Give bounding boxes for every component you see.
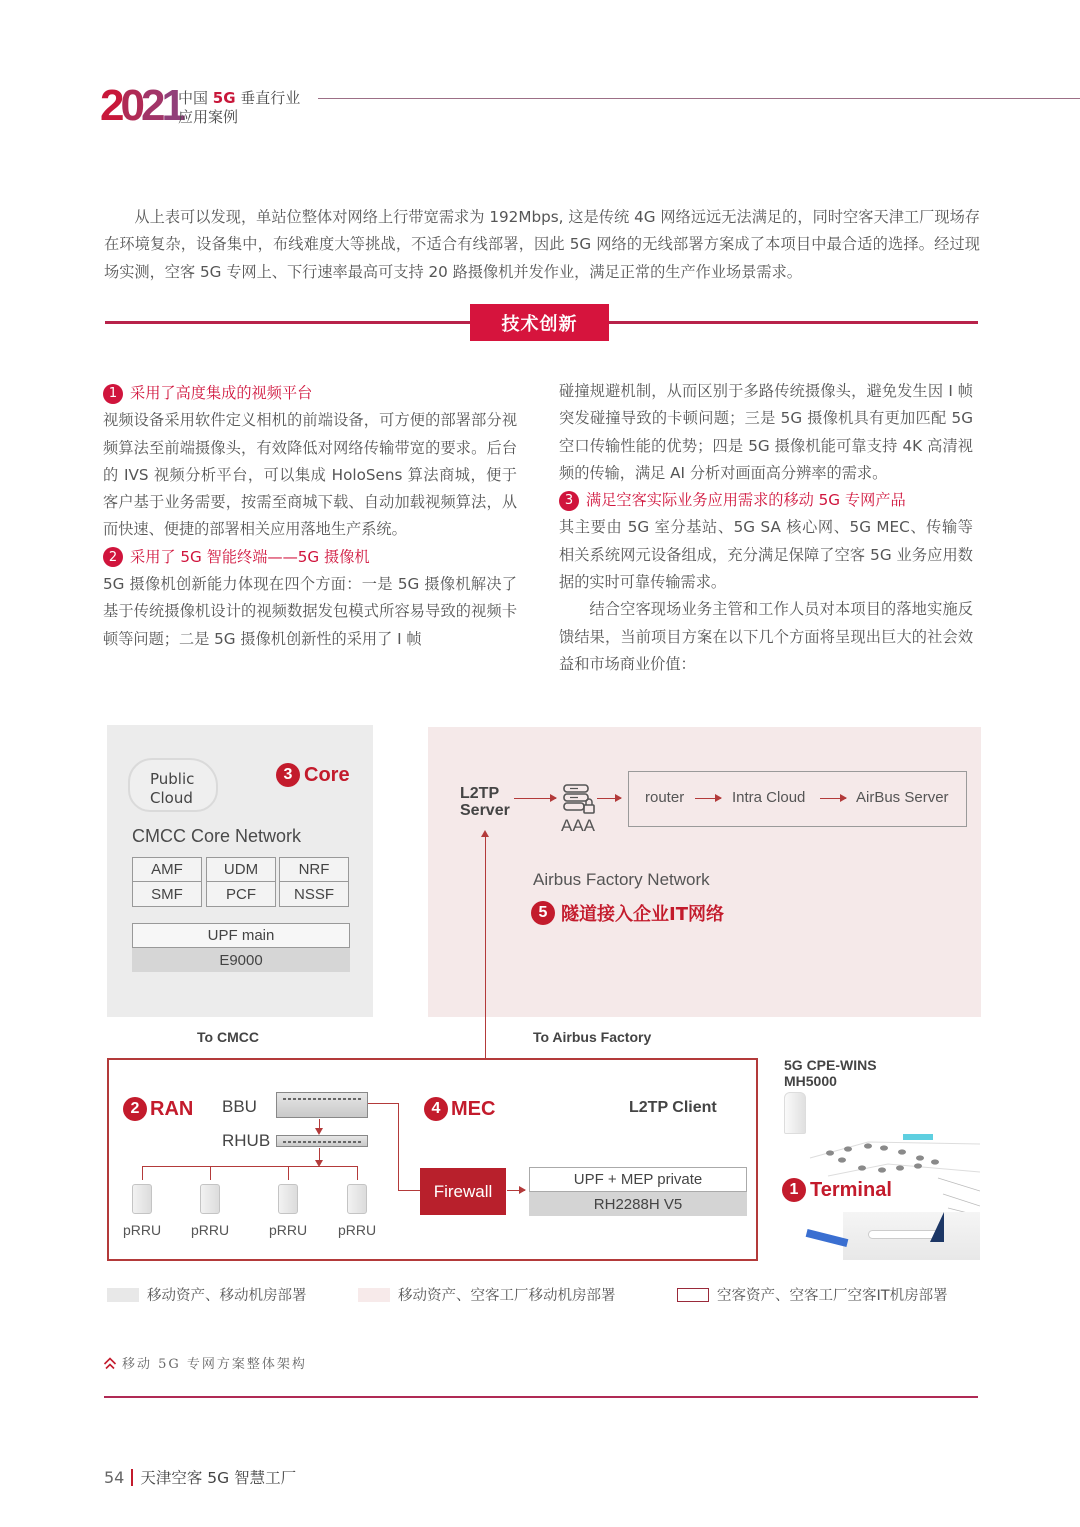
innovation-body-3: 其主要由 5G 室分基站、5G SA 核心网、5G MEC、传输等相关系统网元设备组成，充分满足保障了空客 5G 业务应用数据的实时可靠传输需求。: [559, 518, 973, 592]
prru-device-icon: [347, 1184, 367, 1214]
year-logo: [100, 81, 182, 130]
section-line-left: [105, 321, 471, 324]
number-badge: 1: [782, 1178, 806, 1202]
figure-caption: [103, 1353, 307, 1372]
number-badge: 3: [276, 763, 300, 787]
innovation-heading-1: [103, 380, 517, 407]
route-airbus-server: AirBus Server: [856, 789, 949, 806]
innovation-heading-2: [103, 544, 517, 571]
aircraft-tail-icon: [930, 1212, 944, 1242]
heading-text: 采用了高度集成的视频平台: [130, 384, 313, 402]
year-digit: 0: [120, 81, 141, 130]
year-digit: 1: [161, 81, 182, 130]
arrow-icon: [820, 798, 846, 799]
prru-label: pRRU: [338, 1222, 377, 1238]
cpe-model: MH5000: [784, 1073, 837, 1089]
rhub-label: RHUB: [222, 1131, 271, 1150]
legend-item-airbus: [677, 1284, 948, 1305]
number-badge: 1: [103, 384, 123, 404]
l2tp-label: L2TP: [460, 785, 500, 802]
year-digit: 2: [140, 81, 162, 130]
publication-title: [178, 89, 300, 127]
chevron-up-icon: [103, 1356, 117, 1370]
legend-swatch: [107, 1288, 139, 1302]
title-suffix: 垂直行业: [235, 89, 301, 107]
network-function: AMF: [133, 858, 201, 882]
legend-label: 移动资产、空客工厂移动机房部署: [398, 1288, 616, 1304]
nf-group: [132, 857, 202, 907]
number-badge: 5: [531, 901, 555, 925]
header-divider: [318, 98, 1080, 99]
link-line: [398, 1103, 399, 1190]
title-line2: 应用案例: [178, 108, 239, 126]
route-intra-cloud: Intra Cloud: [732, 789, 806, 806]
floor-tag: [806, 1229, 849, 1247]
l2tp-label: Server: [460, 802, 510, 819]
rhub-device-icon: [276, 1135, 368, 1147]
title-highlight: 5G: [212, 89, 236, 107]
core-network-title: CMCC Core Network: [132, 826, 302, 846]
nf-group: [206, 857, 276, 907]
tag-text: Terminal: [810, 1178, 892, 1201]
right-column: [559, 378, 973, 678]
page-footer: [104, 1466, 296, 1488]
footer-bar: [131, 1469, 133, 1486]
airbus-network-title: Airbus Factory Network: [533, 870, 710, 889]
arrow-icon: [597, 798, 621, 799]
legend-item-mobile: [107, 1284, 307, 1305]
cloud-label: Public: [150, 770, 195, 788]
ceiling-cameras-icon: [808, 1136, 980, 1216]
tag-text: MEC: [451, 1097, 496, 1120]
bbu-label: BBU: [222, 1097, 257, 1116]
footer-title: 天津空客 5G 智慧工厂: [140, 1469, 297, 1487]
prru-device-icon: [278, 1184, 298, 1214]
link-line: [357, 1166, 358, 1180]
upf-private: UPF + MEP private: [529, 1167, 747, 1192]
number-badge: 2: [123, 1097, 147, 1121]
server-model: RH2288H V5: [529, 1192, 747, 1216]
link-line: [210, 1166, 211, 1180]
number-badge: 4: [424, 1097, 448, 1121]
route-router: router: [645, 789, 685, 806]
link-line: [288, 1166, 289, 1180]
tag-text: Core: [304, 763, 350, 786]
intro-paragraph: [104, 204, 980, 286]
link-line: [368, 1103, 398, 1104]
arrow-icon: [507, 1190, 525, 1191]
link-line: [398, 1190, 420, 1191]
nf-group: [279, 857, 349, 907]
network-function: SMF: [151, 885, 183, 903]
footer-divider: [104, 1396, 978, 1398]
network-function: PCF: [226, 885, 256, 903]
upf-main: UPF main: [132, 923, 350, 948]
title-prefix: 中国: [178, 89, 213, 107]
uplink-line: [485, 834, 486, 1059]
innovation-body-1: 视频设备采用软件定义相机的前端设备，可方便的部署部分视频算法至前端摄像头，有效降低对网络传输带宽的要求。后台的 IVS 视频分析平台，可以集成 HoloSens 算法商城，便于客户基于业务需要，按需至商城下载、自动加载视频算法，从而快速、便捷的部署相关应用落地生产系统。: [103, 411, 517, 539]
to-airbus-label: To Airbus Factory: [533, 1029, 652, 1045]
cloud-label: Cloud: [150, 789, 193, 807]
prru-bus-line: [142, 1166, 358, 1167]
bbu-device-icon: [276, 1092, 368, 1118]
aaa-server-icon: [562, 783, 596, 815]
terminal-tag: [782, 1178, 892, 1202]
firewall-block: Firewall: [420, 1168, 506, 1215]
arrow-icon: [514, 798, 556, 799]
link-line: [142, 1166, 143, 1180]
number-badge: 2: [103, 547, 123, 567]
year-digit: 2: [100, 81, 121, 130]
arrow-up-icon: [481, 830, 489, 837]
prru-device-icon: [200, 1184, 220, 1214]
network-function: NSSF: [293, 885, 334, 903]
cpe-label: [784, 1057, 877, 1089]
legend-swatch: [677, 1288, 709, 1302]
network-function: NRF: [280, 858, 348, 882]
tag-text: RAN: [150, 1097, 194, 1120]
cpe-name: 5G CPE-WINS: [784, 1057, 877, 1073]
number-badge: 3: [559, 491, 579, 511]
legend-swatch: [358, 1288, 390, 1302]
prru-label: pRRU: [269, 1222, 308, 1238]
public-cloud: [128, 758, 218, 812]
arrow-icon: [695, 798, 721, 799]
aaa-label: AAA: [561, 816, 596, 835]
mec-tag: [424, 1097, 495, 1121]
legend-item-mobile-airbus: [358, 1284, 616, 1305]
arrow-down-icon: [315, 1128, 323, 1135]
left-column: [103, 380, 517, 653]
page-number: 54: [104, 1467, 125, 1487]
core-tag: [276, 763, 350, 787]
upf-model: E9000: [132, 948, 350, 972]
ceiling-mount-tag: [903, 1134, 933, 1140]
l2tp-client-label: L2TP Client: [629, 1099, 717, 1116]
caption-text: 移动 5G 专网方案整体架构: [122, 1357, 307, 1372]
heading-text: 满足空客实际业务应用需求的移动 5G 专网产品: [586, 491, 906, 510]
legend-label: 空客资产、空客工厂空客IT机房部署: [717, 1288, 948, 1304]
network-function: UDM: [207, 858, 275, 882]
legend-label: 移动资产、移动机房部署: [147, 1288, 307, 1304]
closing-paragraph: 结合空客现场业务主管和工作人员对本项目的落地实施反馈结果，当前项目方案在以下几个方面将呈现出巨大的社会效益和市场商业价值：: [559, 600, 973, 673]
intro-text: 从上表可以发现，单站位整体对网络上行带宽需求为 192Mbps, 这是传统 4G 网络远远无法满足的，同时空客天津工厂现场存在环境复杂，设备集中，布线难度大等挑战，不适合有线部署，因此 5G 网络的无线部署方案成了本项目中最合适的选择。经过现场实测，空客 5G 专网上、下行速率最高可支持 20 路摄像机并发作业，满足正常的生产作业场景需求。: [104, 208, 980, 281]
innovation-body-2a: 5G 摄像机创新能力体现在四个方面：一是 5G 摄像机解决了基于传统摄像机设计的视频数据发包模式所容易导致的视频卡顿等问题；二是 5G 摄像机创新性的采用了 I 帧: [103, 575, 517, 648]
prru-device-icon: [132, 1184, 152, 1214]
tag-text: 隧道接入企业IT网络: [561, 904, 724, 925]
ran-tag: [123, 1097, 193, 1121]
section-line-right: [608, 321, 978, 324]
to-cmcc-label: To CMCC: [197, 1029, 259, 1045]
tunnel-tag: [531, 900, 724, 926]
prru-label: pRRU: [191, 1222, 230, 1238]
section-title: 技术创新: [470, 304, 609, 341]
innovation-body-2b: 碰撞规避机制，从而区别于多路传统摄像头，避免发生因 I 帧突发碰撞导致的卡顿问题；三是 5G 摄像机具有更加匹配 5G 空口传输性能的优势；四是 5G 摄像机能可靠支持 4K 高清视频的传输，满足 AI 分析对画面高分辨率的需求。: [559, 382, 973, 482]
l2tp-server: [460, 785, 510, 819]
prru-label: pRRU: [123, 1222, 162, 1238]
heading-text: 采用了 5G 智能终端——5G 摄像机: [130, 547, 370, 566]
innovation-heading-3: [559, 487, 973, 514]
cpe-device-icon: [784, 1092, 806, 1134]
